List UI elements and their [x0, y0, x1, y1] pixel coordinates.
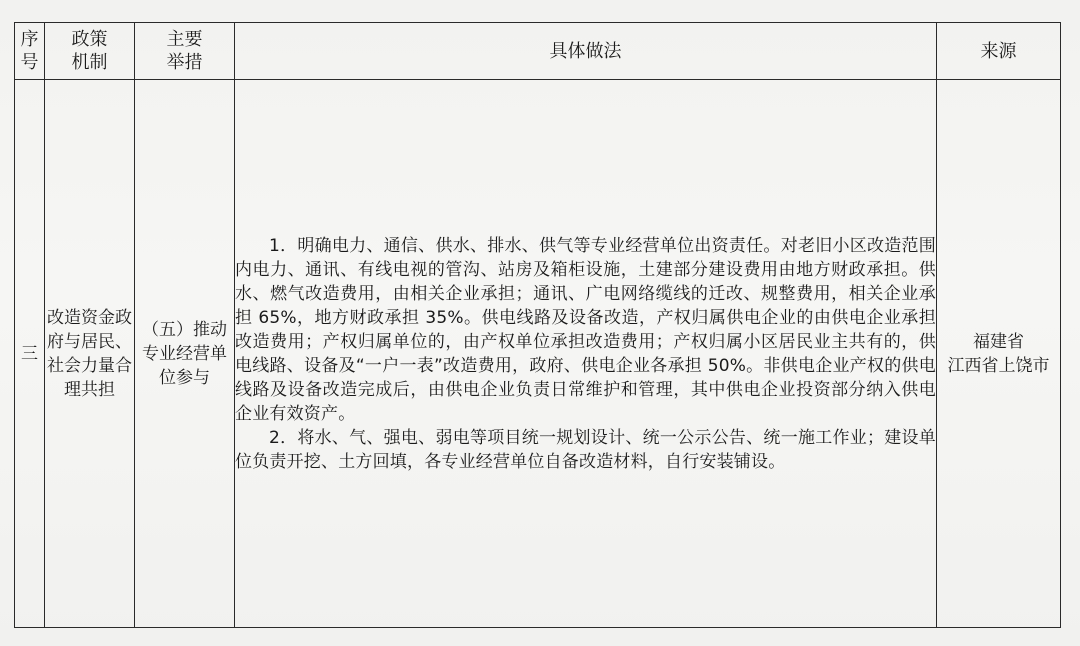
- source-line-1: 福建省: [973, 331, 1024, 352]
- header-policy-mechanism: 政策机制: [45, 23, 135, 80]
- method-paragraph-2: 2．将水、气、强电、弱电等项目统一规划设计、统一公示公告、统一施工作业；建设单位负责开挖、土方回填，各专业经营单位自备改造材料，自行安装铺设。: [235, 427, 936, 472]
- main-measure-cell: （五）推动专业经营单位参与: [135, 80, 235, 628]
- table-header-row: [15, 23, 1061, 80]
- header-serial-number: 序号: [15, 23, 45, 80]
- header-main-measure: 主要举措: [135, 23, 235, 80]
- header-specific-method: 具体做法: [235, 23, 937, 80]
- method-paragraph-1: 1．明确电力、通信、供水、排水、供气等专业经营单位出资责任。对老旧小区改造范围内电力、通讯、有线电视的管沟、站房及箱柜设施，土建部分建设费用由地方财政承担。供水、燃气改造费用，由相关企业承担；通讯、广电网络缆线的迁改、规整费用，相关企业承担 65%，地方财政承担 35%。供电线路及设备改造，产权归属供电企业的由供电企业承担改造费用；产权归属单位的，由产权单位承担改造费用；产权归属小区居民业主共有的，供电线路、设备及“一户一表”改造费用，政府、供电企业各承担 50%。非供电企业产权的供电线路及设备改造完成后，由供电企业负责日常维护和管理，其中供电企业投资部分纳入供电企业有效资产。: [235, 235, 936, 424]
- serial-number-cell: 三: [15, 80, 45, 628]
- source-line-2: 江西省上饶市: [947, 355, 1050, 376]
- specific-method-cell: [235, 80, 937, 628]
- header-source: 来源: [937, 23, 1061, 80]
- source-cell: [937, 80, 1061, 628]
- policy-mechanism-cell: 改造资金政府与居民、社会力量合理共担: [45, 80, 135, 628]
- policy-table: [14, 22, 1061, 628]
- table-row: [15, 80, 1061, 628]
